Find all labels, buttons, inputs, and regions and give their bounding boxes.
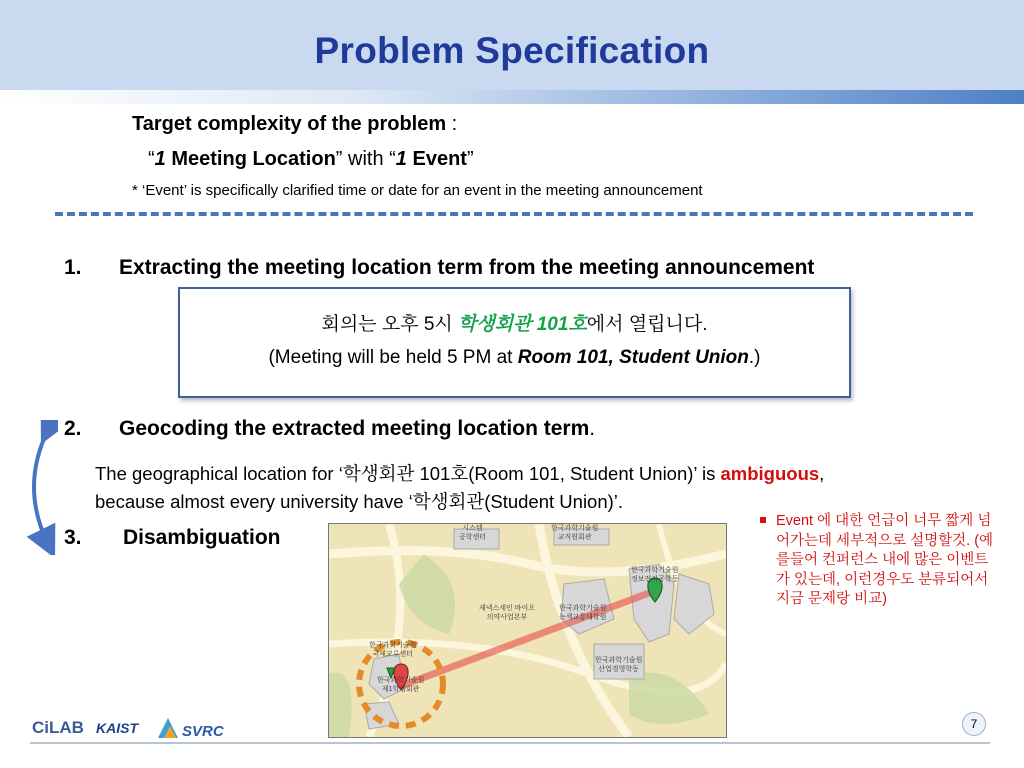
geocoding-text-after: ,	[819, 463, 825, 484]
target-footnote: * ‘Event’ is specifically clarified time or date for an event in the meeting announcement	[132, 182, 703, 199]
step-1-label: Extracting the meeting location term from the meeting announcement	[119, 256, 815, 279]
map-label: 한국과학기술원 정보전자공학동	[631, 567, 679, 583]
with-text: ” with “	[335, 148, 396, 170]
map-label: 한국과학기술원 산업경영학동	[595, 657, 643, 673]
geocoding-text-before: The geographical location for ‘학생회관 101호(Room 101, Student Union)’ is	[95, 463, 721, 484]
campus-map[interactable]	[328, 523, 727, 738]
header-gradient-bar	[0, 90, 1024, 104]
example-korean	[180, 309, 849, 336]
meeting-location-term: Meeting Location	[165, 148, 336, 170]
example-english-before: (Meeting will be held 5 PM at	[268, 347, 518, 368]
step-1-number: 1.	[64, 256, 82, 279]
map-label: 한국과학기술원 국제교류센터	[369, 642, 417, 658]
square-bullet-icon	[760, 517, 766, 523]
quote-close: ”	[466, 148, 474, 170]
map-canvas	[329, 524, 726, 737]
map-label: 시스템 공학센터	[459, 525, 487, 541]
example-english-location: Room 101, Student Union	[517, 347, 749, 368]
geocoding-text-line-1	[95, 460, 824, 486]
red-note	[760, 512, 1000, 610]
event-term: Event	[406, 148, 467, 170]
example-box	[178, 287, 851, 398]
target-heading-line	[132, 113, 457, 136]
count-event: 1	[395, 148, 407, 170]
map-label: 한국과학기술원 녹색교통대학원	[559, 605, 607, 621]
svrc-logo: SVRC	[182, 723, 224, 740]
kaist-logo: KAIST	[96, 720, 138, 736]
target-detail-line	[148, 148, 474, 171]
geocoding-text-line-2: because almost every university have ‘학생회관(Student Union)’.	[95, 491, 624, 512]
step-3-label: Disambiguation	[123, 526, 281, 549]
map-label: 한국과학기술원 제1학생회관	[377, 677, 425, 693]
step-2-label: Geocoding the extracted meeting location term	[119, 417, 590, 440]
step-2-label-line	[119, 417, 595, 441]
example-korean-after: 에서 열립니다.	[586, 314, 708, 335]
step-2-suffix: .	[589, 417, 596, 440]
page-number: 7	[962, 712, 986, 736]
step-3-number: 3.	[64, 526, 82, 549]
map-label: 한국과학기술원 교직원회관	[551, 525, 599, 541]
target-heading: Target complexity of the problem	[132, 113, 447, 135]
dashed-divider	[55, 212, 973, 216]
step-2-number: 2.	[64, 417, 82, 440]
example-korean-location: 학생회관 101호	[458, 314, 587, 335]
target-heading-colon: :	[446, 113, 458, 135]
example-english	[180, 347, 849, 369]
slide-title: Problem Specification	[314, 30, 710, 71]
footer-line	[30, 742, 990, 744]
cycle-arrow-icon	[18, 420, 58, 555]
example-korean-before: 회의는 오후 5시	[321, 314, 459, 335]
cilab-logo: CiLAB	[32, 718, 84, 737]
svrc-logo-icon	[156, 716, 180, 740]
example-english-after: .)	[748, 347, 761, 368]
map-label: 제넥스세인 바이오 의약사업본부	[479, 605, 536, 621]
note-text: Event 에 대한 언급이 너무 짧게 넘어가는데 세부적으로 설명할것. (예를들어 컨퍼런스 내에 많은 이벤트가 있는데, 이런경우도 분류되어서 지금 문제랑 비교)	[776, 513, 994, 607]
ambiguous-word: ambiguous	[720, 463, 820, 484]
quote-open: “	[148, 148, 155, 170]
count-location: 1	[154, 148, 166, 170]
